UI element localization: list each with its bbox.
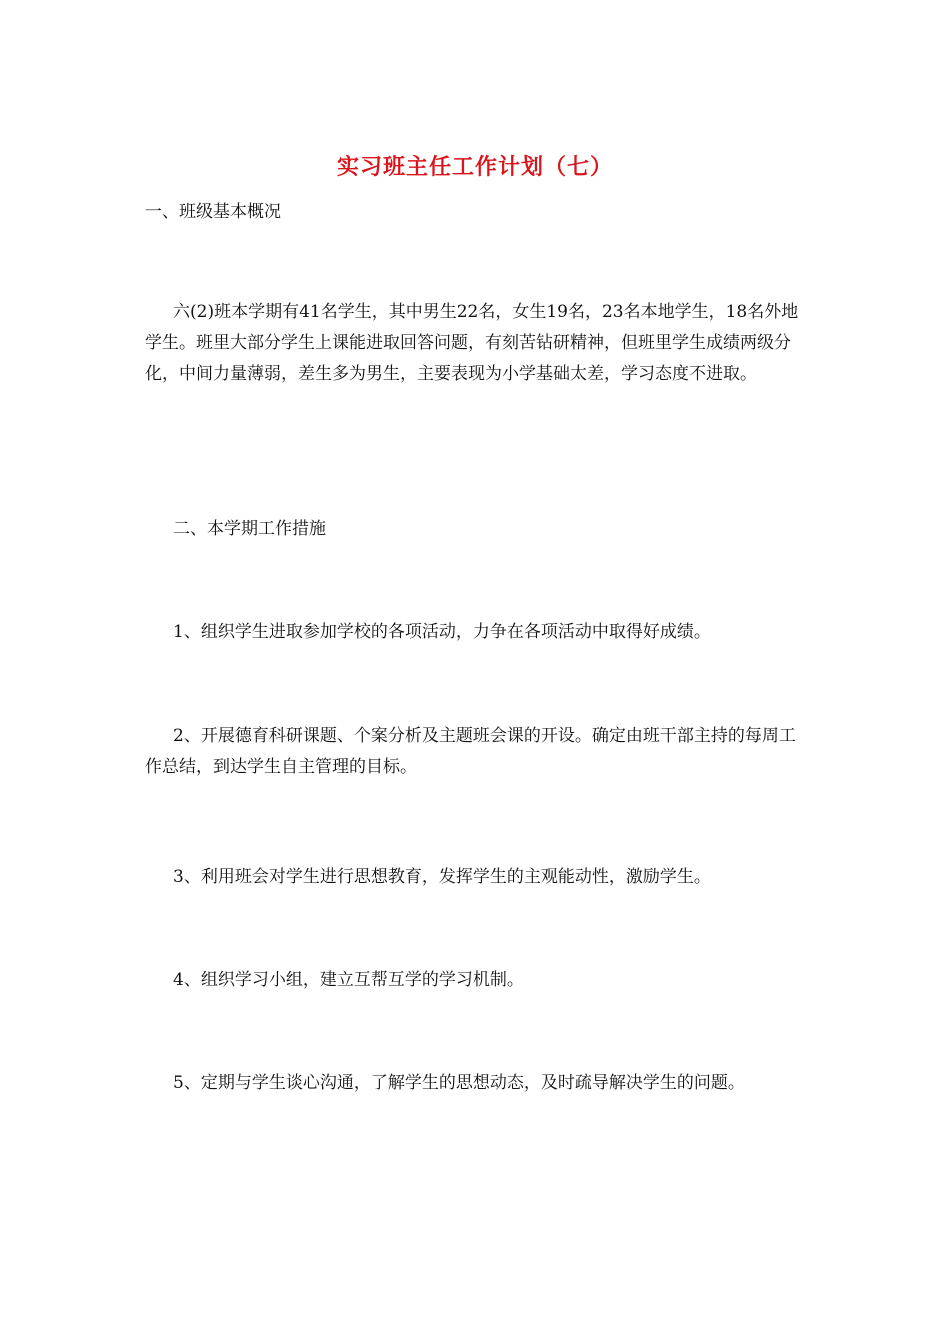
measure-item-3: 3、利用班会对学生进行思想教育，发挥学生的主观能动性，激励学生。	[173, 867, 711, 887]
measure-item-1: 1、组织学生进取参加学校的各项活动，力争在各项活动中取得好成绩。	[173, 622, 711, 642]
measure-item-2: 2、开展德育科研课题、个案分析及主题班会课的开设。确定由班干部主持的每周工作总结，到达学生自主管理的目标。	[145, 726, 796, 777]
measure-item-4: 4、组织学习小组，建立互帮互学的学习机制。	[173, 970, 524, 990]
document-title: 实习班主任工作计划（七）	[336, 154, 613, 180]
measure-item-5: 5、定期与学生谈心沟通，了解学生的思想动态，及时疏导解决学生的问题。	[173, 1073, 745, 1093]
section1-heading: 一、班级基本概况	[145, 202, 281, 222]
section1-paragraph: 六(2)班本学期有41名学生，其中男生22名，女生19名，23名本地学生，18名外地学生。班里大部分学生上课能进取回答问题，有刻苦钻研精神，但班里学生成绩两级分化，中间力量薄弱，差生多为男生，主要表现为小学基础太差，学习态度不进取。	[145, 302, 799, 384]
section2-heading: 二、本学期工作措施	[173, 519, 326, 539]
